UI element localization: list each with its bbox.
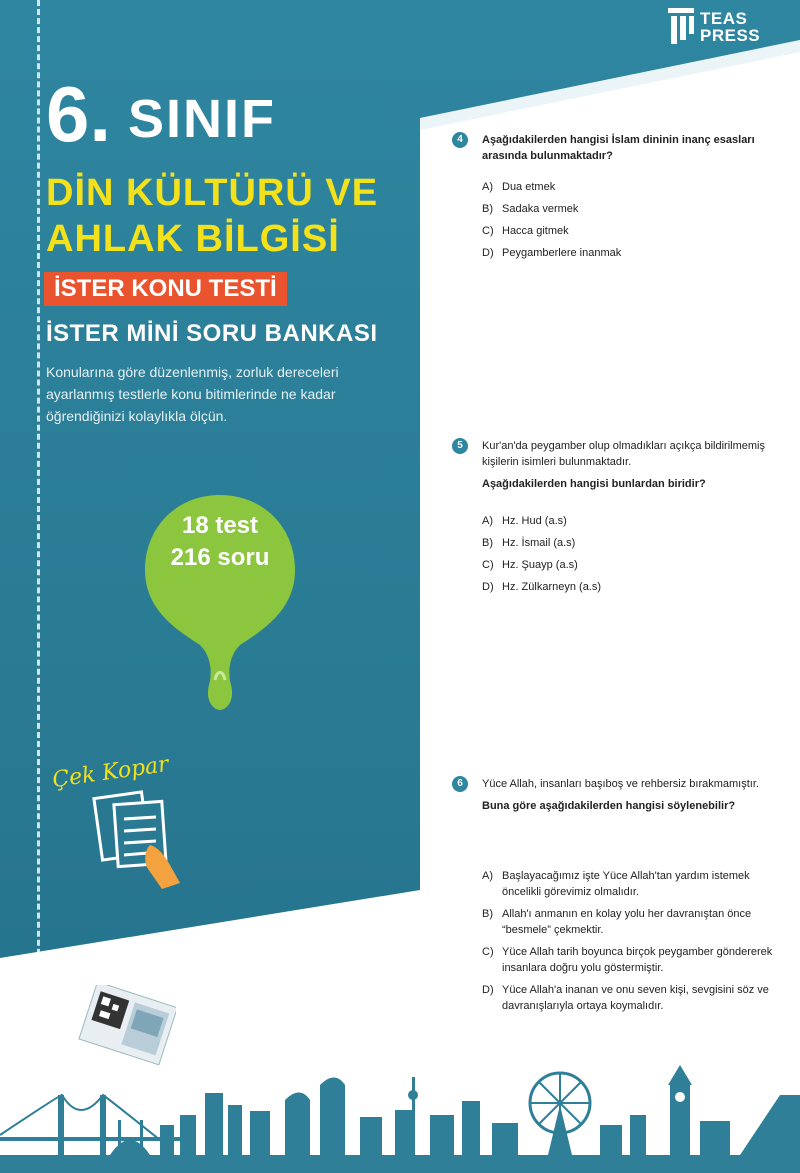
option-text: Başlayacağımız işte Yüce Allah'tan yardım istemek öncelikli görevimiz olmalıdır.: [502, 870, 750, 898]
publisher-logo-icon: [668, 8, 694, 46]
question-text: [482, 776, 782, 814]
option-text: Yüce Allah tarih boyunca birçok peygamber göndererek insanlara doğru yolu göstermiştir.: [502, 946, 773, 974]
option-a[interactable]: [482, 510, 782, 532]
question-stem: Aşağıdakilerden hangisi bunlardan biridir?: [482, 478, 706, 490]
option-letter: A): [482, 515, 493, 527]
option-letter: A): [482, 181, 493, 193]
question-text: [482, 438, 782, 492]
option-c[interactable]: [482, 554, 782, 576]
option-letter: D): [482, 984, 494, 996]
option-letter: C): [482, 946, 494, 958]
option-text: Hz. Şuayp (a.s): [502, 559, 578, 571]
document-hand-icon: [88, 785, 188, 895]
question-intro: Yüce Allah, insanları başıboş ve rehbersiz bırakmamıştır.: [482, 778, 759, 790]
option-text: Hz. Zülkarneyn (a.s): [502, 581, 602, 593]
option-text: Dua etmek: [502, 181, 556, 193]
options: [482, 510, 782, 598]
option-c[interactable]: [482, 220, 782, 242]
option-letter: D): [482, 581, 494, 593]
option-text: Peygamberlere inanmak: [502, 247, 622, 259]
question-number: 4: [452, 132, 468, 148]
option-b[interactable]: [482, 198, 782, 220]
publisher-name-line1: TEAS: [700, 9, 748, 28]
options: [482, 868, 782, 1020]
option-letter: C): [482, 559, 494, 571]
test-count: 18 test: [181, 512, 259, 539]
mini-question-bank-label: İSTER MİNİ SORU BANKASI: [46, 320, 378, 347]
question-count: 216 soru: [170, 544, 270, 571]
option-a[interactable]: [482, 176, 782, 198]
option-text: Hacca gitmek: [502, 225, 569, 237]
publisher-name-line2: PRESS: [700, 26, 761, 45]
option-text: Allah'ı anmanın en kolay yolu her davranıştan önce “besmele” çekmektir.: [502, 908, 752, 936]
option-b[interactable]: [482, 532, 782, 554]
options: [482, 176, 782, 264]
drop-counts: [145, 510, 295, 574]
option-letter: D): [482, 247, 494, 259]
option-d[interactable]: [482, 576, 782, 598]
topic-test-badge: İSTER KONU TESTİ: [44, 272, 287, 306]
option-c[interactable]: [482, 944, 782, 976]
option-letter: C): [482, 225, 494, 237]
option-letter: B): [482, 908, 493, 920]
option-text: Sadaka vermek: [502, 203, 579, 215]
question-number: 5: [452, 438, 468, 454]
subject-line2: AHLAK BİLGİSİ: [46, 218, 340, 260]
grade-number: 6.: [46, 70, 112, 158]
grade-word: SINIF: [128, 89, 277, 149]
option-text: Hz. Hud (a.s): [502, 515, 567, 527]
option-a[interactable]: [482, 868, 782, 900]
question-number: 6: [452, 776, 468, 792]
question-stem: [482, 132, 782, 164]
question-stem-text: Aşağıdakilerden hangisi İslam dininin inanç esasları arasında bulunmaktadır?: [482, 134, 755, 162]
option-text: Hz. İsmail (a.s): [502, 537, 576, 549]
option-d[interactable]: [482, 242, 782, 264]
subject-title: [46, 170, 378, 262]
option-d[interactable]: [482, 982, 782, 1014]
publisher-logo: [668, 6, 788, 48]
option-letter: B): [482, 203, 493, 215]
option-letter: A): [482, 870, 493, 882]
subject-line1: DİN KÜLTÜRÜ VE: [46, 172, 379, 214]
city-skyline: [0, 1055, 800, 1173]
cover-description: Konularına göre düzenlenmiş, zorluk dereceleri ayarlanmış testlerle konu bitimlerinde ne kadar öğrendiğinizi kolaylıkla ölçün.: [46, 364, 339, 424]
question-stem: Buna göre aşağıdakilerden hangisi söylenebilir?: [482, 800, 736, 812]
tear-off-label: Çek Kopar: [50, 751, 171, 794]
question-intro: Kur'an'da peygamber olup olmadıkları açıkça bildirilmemiş kişilerin isimleri bulunmaktadır.: [482, 440, 765, 468]
option-text: Yüce Allah'a inanan ve onu seven kişi, sevgisini söz ve davranışlarıyla ortaya koymalıdır.: [502, 984, 769, 1012]
option-b[interactable]: [482, 906, 782, 938]
option-letter: B): [482, 537, 493, 549]
